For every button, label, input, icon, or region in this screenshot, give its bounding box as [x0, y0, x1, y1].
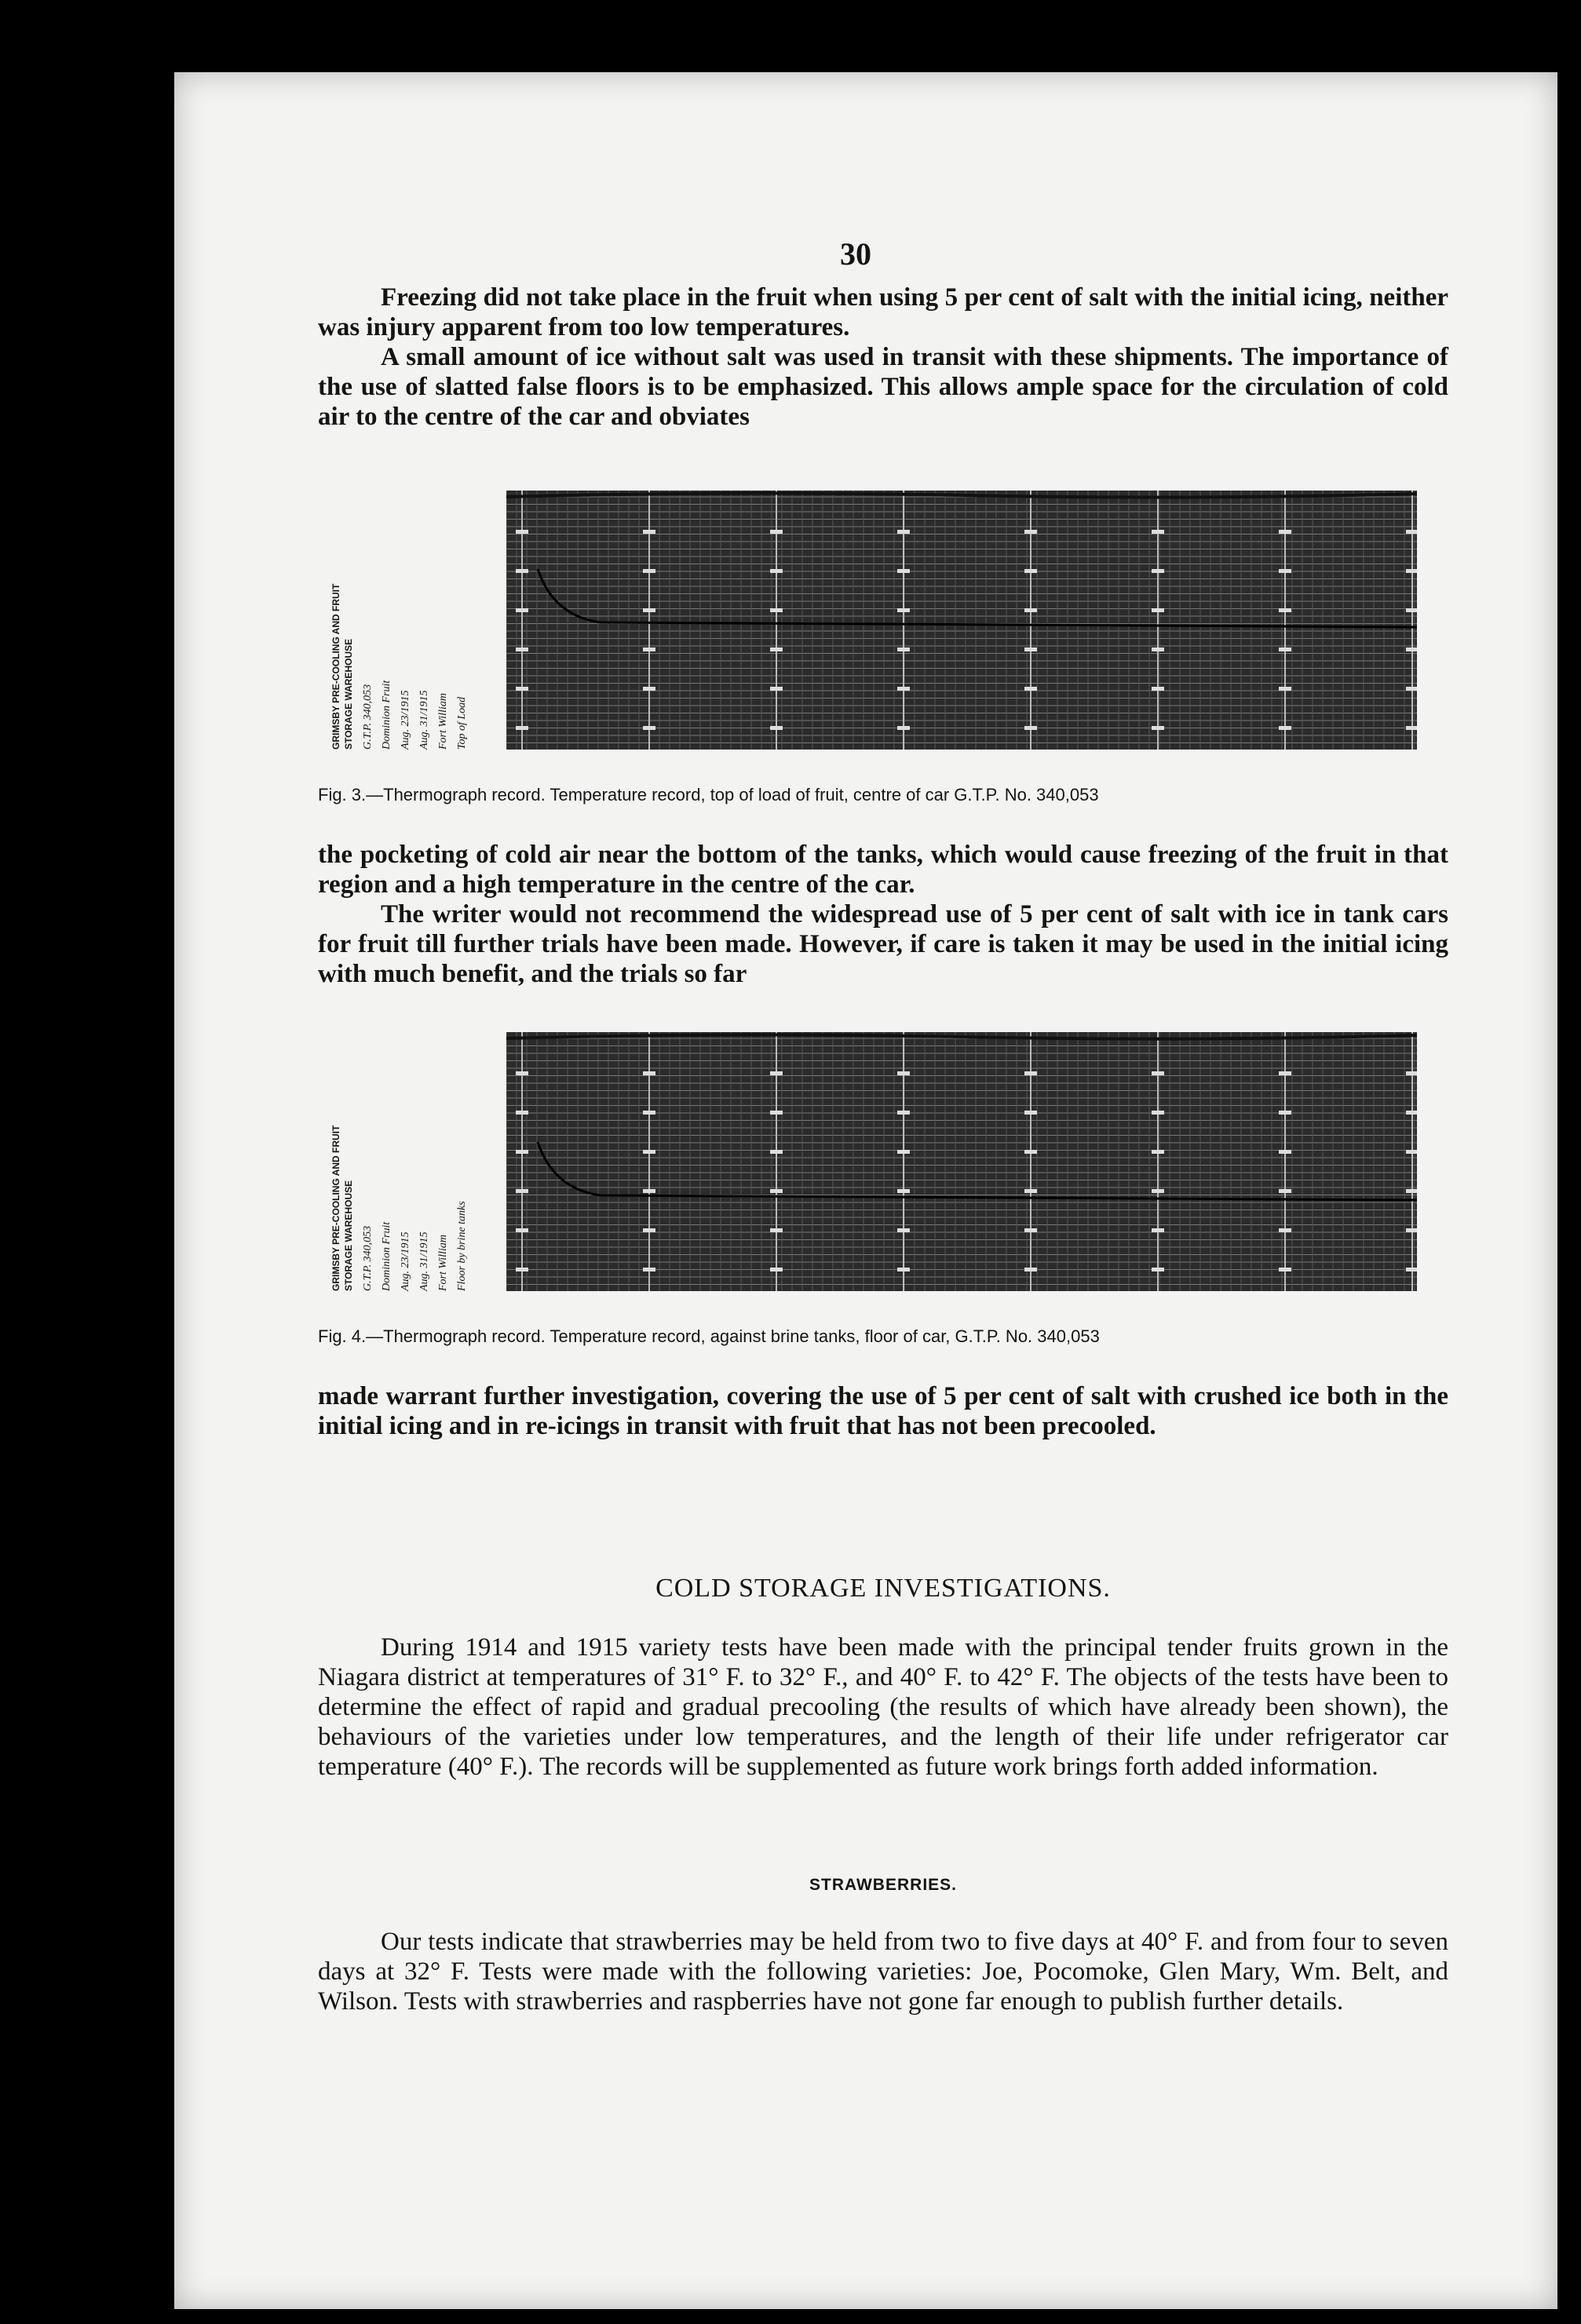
- chart-day-tick: [643, 1268, 655, 1271]
- chart-day-tick: [516, 687, 528, 691]
- chart-day-tick: [1406, 1071, 1417, 1075]
- paragraph-pocketing-line2: The writer would not recommend the widespread use of 5 per cent of salt with ice in tank cars for fruit till further trials have been made. However, if care is taken it may be used in the initial icing with much benefit, and the trials so far: [318, 900, 1448, 988]
- paragraph-pocketing: [318, 840, 1448, 989]
- chart-day-tick: [1279, 648, 1291, 651]
- chart-day-tick: [1406, 1111, 1417, 1115]
- chart-day-tick: [1024, 1189, 1037, 1193]
- chart-day-tick: [516, 1111, 528, 1115]
- thermograph-chart-3: [506, 483, 1417, 750]
- chart-day-tick: [1279, 569, 1291, 573]
- chart-day-tick: [516, 1071, 528, 1075]
- paragraph-strawberries: [318, 1927, 1448, 2016]
- chart-day-tick: [897, 1150, 910, 1154]
- chart-day-tick: [1406, 648, 1417, 651]
- chart-day-tick: [1406, 1228, 1417, 1232]
- figure-4-hand-2: Dominion Fruit: [381, 1221, 393, 1291]
- chart-day-tick: [516, 530, 528, 534]
- chart-day-tick: [1152, 1228, 1164, 1232]
- paragraph-freezing-line2: A small amount of ice without salt was used in transit with these shipments. The importance of the use of slatted false floors is to be emphasized. This allows ample space for the circulation of cold air to the centre of the car and obviates: [318, 343, 1448, 431]
- figure-3-label-1: GRIMSBY PRE-COOLING AND FRUIT: [330, 583, 341, 750]
- chart-day-tick: [897, 1228, 910, 1232]
- chart-day-tick: [1152, 1268, 1164, 1271]
- paragraph-investigation: made warrant further investigation, covering the use of 5 per cent of salt with crushed ice both in the initial icing and in re-icings in transit with fruit that has not been precooled.: [318, 1382, 1448, 1440]
- chart-day-tick: [1406, 687, 1417, 691]
- chart-day-tick: [1279, 687, 1291, 691]
- chart-day-tick: [516, 726, 528, 730]
- figure-3-hand-6: Top of Load: [456, 696, 468, 750]
- chart-day-tick: [770, 1150, 783, 1154]
- chart-day-tick: [1152, 648, 1164, 651]
- chart-background: [506, 491, 1417, 750]
- figure-4-hand-6: Floor by brine tanks: [456, 1201, 468, 1291]
- chart-day-tick: [643, 1150, 655, 1154]
- figure-4-hand-3: Aug. 23/1915: [400, 1231, 411, 1291]
- paragraph-freezing: [318, 283, 1448, 432]
- chart-day-tick: [1279, 608, 1291, 612]
- chart-day-tick: [1152, 530, 1164, 534]
- chart-day-tick: [897, 1189, 910, 1193]
- chart-day-tick: [770, 1228, 783, 1232]
- figure-3-hand-4: Aug. 31/1915: [418, 690, 430, 750]
- chart-day-tick: [643, 1111, 655, 1115]
- chart-day-tick: [1024, 1071, 1037, 1075]
- chart-day-tick: [1406, 1189, 1417, 1193]
- chart-day-tick: [1024, 1228, 1037, 1232]
- chart-day-tick: [1152, 687, 1164, 691]
- chart-day-tick: [1024, 1268, 1037, 1271]
- chart-day-tick: [516, 1189, 528, 1193]
- chart-day-tick: [897, 687, 910, 691]
- figure-4-label-1: GRIMSBY PRE-COOLING AND FRUIT: [330, 1125, 341, 1291]
- chart-day-tick: [643, 687, 655, 691]
- chart-day-tick: [1279, 1150, 1291, 1154]
- chart-day-tick: [1406, 569, 1417, 573]
- chart-day-tick: [770, 726, 783, 730]
- chart-day-tick: [1152, 1150, 1164, 1154]
- figure-4-label-2: STORAGE WAREHOUSE: [343, 1180, 354, 1291]
- chart-day-tick: [1279, 726, 1291, 730]
- chart-day-tick: [897, 1111, 910, 1115]
- chart-day-tick: [897, 648, 910, 651]
- paragraph-pocketing-line1: the pocketing of cold air near the bottom of the tanks, which would cause freezing of the fruit in that region and a high temperature in the centre of the car.: [318, 841, 1448, 899]
- chart-day-tick: [770, 687, 783, 691]
- chart-day-tick: [1024, 648, 1037, 651]
- chart-day-tick: [1024, 569, 1037, 573]
- chart-day-tick: [770, 648, 783, 651]
- figure-3-caption: Fig. 3.—Thermograph record. Temperature record, top of load of fruit, centre of car G.T.P. No. 340,053: [318, 785, 1099, 804]
- figure-4: [318, 1024, 1417, 1307]
- chart-day-tick: [1152, 1111, 1164, 1115]
- chart-day-tick: [1152, 1189, 1164, 1193]
- chart-day-tick: [516, 648, 528, 651]
- figure-4-labels: [318, 1040, 498, 1291]
- chart-day-tick: [1024, 1111, 1037, 1115]
- chart-day-tick: [1024, 1150, 1037, 1154]
- chart-day-tick: [1406, 530, 1417, 534]
- chart-day-tick: [897, 569, 910, 573]
- chart-day-tick: [770, 530, 783, 534]
- chart-day-tick: [897, 1071, 910, 1075]
- chart-day-tick: [1406, 1268, 1417, 1271]
- figure-3-hand-1: G.T.P. 340,053: [362, 684, 374, 750]
- paragraph-strawberries-text: Our tests indicate that strawberries may be held from two to five days at 40° F. and from four to seven days at 32° F. Tests were made with the following varieties: Joe, Pocomoke, Glen Mary, Wm. Belt, and Wilson. Tests with strawberries and raspberries have not gone far enough to publish further details.: [318, 1928, 1448, 2016]
- chart-day-tick: [643, 648, 655, 651]
- chart-day-tick: [1024, 530, 1037, 534]
- chart-day-tick: [897, 530, 910, 534]
- chart-day-tick: [1152, 608, 1164, 612]
- thermograph-chart-4: [506, 1024, 1417, 1291]
- chart-day-tick: [643, 530, 655, 534]
- chart-day-tick: [643, 569, 655, 573]
- section-heading: COLD STORAGE INVESTIGATIONS.: [655, 1574, 1111, 1603]
- chart-day-tick: [1406, 1150, 1417, 1154]
- chart-day-tick: [1152, 1071, 1164, 1075]
- chart-day-tick: [1279, 1071, 1291, 1075]
- chart-day-tick: [516, 1150, 528, 1154]
- chart-day-tick: [770, 569, 783, 573]
- chart-day-tick: [516, 608, 528, 612]
- paragraph-cold-storage-text: During 1914 and 1915 variety tests have been made with the principal tender fruits grown in the Niagara district at temperatures of 31° F. to 32° F., and 40° F. to 42° F. The objects of the tests have been to determine the effect of rapid and gradual precooling (the results of which have already been shown), the behaviours of the varieties under low temperatures, and the length of their life under refrigerator car temperature (40° F.). The records will be supplemented as future work brings forth added information.: [318, 1633, 1448, 1781]
- chart-day-tick: [643, 726, 655, 730]
- figure-3-hand-2: Dominion Fruit: [381, 680, 393, 750]
- chart-day-tick: [1024, 608, 1037, 612]
- figure-3: [318, 483, 1417, 765]
- chart-day-tick: [1279, 1111, 1291, 1115]
- chart-day-tick: [643, 1189, 655, 1193]
- chart-day-tick: [1152, 569, 1164, 573]
- chart-day-tick: [1279, 1189, 1291, 1193]
- chart-day-tick: [516, 569, 528, 573]
- chart-day-tick: [1406, 726, 1417, 730]
- chart-day-tick: [770, 1189, 783, 1193]
- figure-4-caption: Fig. 4.—Thermograph record. Temperature record, against brine tanks, floor of car, G.T.P. No. 340,053: [318, 1326, 1100, 1346]
- chart-day-tick: [770, 1071, 783, 1075]
- chart-day-tick: [643, 1071, 655, 1075]
- chart-day-tick: [770, 1111, 783, 1115]
- chart-day-tick: [1152, 726, 1164, 730]
- figure-4-hand-1: G.T.P. 340,053: [362, 1225, 374, 1291]
- chart-day-tick: [516, 1268, 528, 1271]
- chart-day-tick: [1406, 608, 1417, 612]
- figure-3-hand-5: Fort William: [437, 693, 449, 750]
- chart-day-tick: [897, 608, 910, 612]
- chart-day-tick: [770, 608, 783, 612]
- chart-day-tick: [516, 1228, 528, 1232]
- paragraph-freezing-line1: Freezing did not take place in the fruit when using 5 per cent of salt with the initial icing, neither was injury apparent from too low temperatures.: [318, 283, 1448, 341]
- figure-4-hand-4: Aug. 31/1915: [418, 1231, 430, 1291]
- subheading-strawberries: STRAWBERRIES.: [809, 1876, 957, 1894]
- figure-3-label-2: STORAGE WAREHOUSE: [343, 638, 354, 750]
- chart-day-tick: [1024, 687, 1037, 691]
- page-number: 30: [840, 236, 871, 272]
- figure-3-labels: [318, 498, 498, 750]
- chart-day-tick: [770, 1268, 783, 1271]
- chart-background: [506, 1032, 1417, 1291]
- chart-day-tick: [1024, 726, 1037, 730]
- chart-day-tick: [1279, 1268, 1291, 1271]
- figure-3-hand-3: Aug. 23/1915: [400, 690, 411, 750]
- chart-day-tick: [643, 608, 655, 612]
- paragraph-cold-storage: [318, 1633, 1448, 1782]
- chart-day-tick: [1279, 530, 1291, 534]
- chart-day-tick: [897, 726, 910, 730]
- chart-day-tick: [1279, 1228, 1291, 1232]
- chart-day-tick: [897, 1268, 910, 1271]
- figure-4-hand-5: Fort William: [437, 1235, 449, 1291]
- chart-day-tick: [643, 1228, 655, 1232]
